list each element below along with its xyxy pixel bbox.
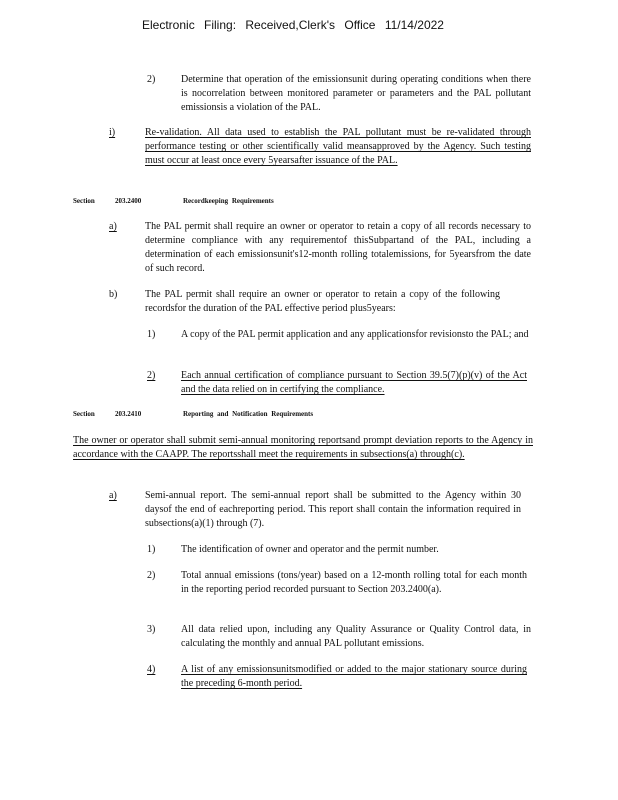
filing-header: Electronic Filing: Received,Clerk's Office 11/14/2022 <box>142 18 444 32</box>
item-label: 2) <box>147 370 156 381</box>
paragraph-text: A list of any emissionsunitsmodified or added to the major stationary source during the preceding 6-month period. <box>181 664 527 689</box>
paragraph-units-modified <box>181 663 527 691</box>
item-label: 1) <box>147 329 156 340</box>
paragraph-text: The PAL permit shall require an owner or operator to retain a copy of all records necessary to determine compliance with any requirementof thisSubpartand of the PAL, including a determination of each emissionsunit's12-month rolling totalemissions, for 5yearsfrom the date of such record. <box>145 221 531 274</box>
section-heading-2400 <box>73 197 274 205</box>
paragraph-text: Re-validation. All data used to establish the PAL pollutant must be re-validated through performance testing or other scientifically valid meansapproved by the Agency. Such testing must occur at least once every 5yearsafter issuance of the PAL. <box>145 127 531 166</box>
item-label: b) <box>109 289 118 300</box>
paragraph-text: All data relied upon, including any Quality Assurance or Quality Control data, in calculating the monthly and annual PAL pollutant emissions. <box>181 624 531 649</box>
paragraph-reporting-intro <box>73 434 533 462</box>
paragraph-annual-certification <box>181 369 527 397</box>
section-word: Section <box>73 197 95 205</box>
paragraph-text: Semi-annual report. The semi-annual report shall be submitted to the Agency within 30 daysof the end of eachreporting period. This report shall contain the information required in subsections(a)(1) through (7). <box>145 490 521 529</box>
paragraph-determine-violation <box>181 73 531 115</box>
section-number: 203.2410 <box>115 410 142 418</box>
paragraph-application-copy <box>181 328 531 342</box>
paragraph-retain-records <box>145 220 531 276</box>
section-heading-2410 <box>73 410 313 418</box>
section-number: 203.2400 <box>115 197 142 205</box>
section-title: Recordkeeping Requirements <box>183 197 274 205</box>
item-label: 2) <box>147 570 156 581</box>
paragraph-retain-pal-records <box>145 288 500 316</box>
paragraph-text: The PAL permit shall require an owner or operator to retain a copy of the following recordsfor the duration of the PAL effective period plus5years: <box>145 289 500 314</box>
item-label: 1) <box>147 544 156 555</box>
item-label: 2) <box>147 74 156 85</box>
section-word: Section <box>73 410 95 418</box>
paragraph-revalidation <box>145 126 531 168</box>
paragraph-text: The identification of owner and operator and the permit number. <box>181 544 439 555</box>
paragraph-semi-annual-report <box>145 489 521 531</box>
paragraph-text: The owner or operator shall submit semi-annual monitoring reportsand prompt deviation reports to the Agency in accordance with the CAAPP. The reportsshall meet the requirements in subsections(a) through(c). <box>73 435 533 460</box>
item-label: 4) <box>147 664 156 675</box>
paragraph-text: Determine that operation of the emissionsunit during operating conditions when there is nocorrelation between monitored parameter or parameters and the PAL pollutant emissionsis a violation of the PAL. <box>181 74 531 113</box>
section-title: Reporting and Notification Requirements <box>183 410 314 418</box>
paragraph-text: A copy of the PAL permit application and any applicationsfor revisionsto the PAL; and <box>181 329 529 340</box>
paragraph-identification <box>181 543 531 557</box>
paragraph-data-relied-upon <box>181 623 531 651</box>
item-label: a) <box>109 221 117 232</box>
paragraph-text: Each annual certification of compliance pursuant to Section 39.5(7)(p)(v) of the Act and the data relied on in certifying the compliance. <box>181 370 527 395</box>
paragraph-total-emissions <box>181 569 527 597</box>
item-label: a) <box>109 490 117 501</box>
item-label: 3) <box>147 624 156 635</box>
paragraph-text: Total annual emissions (tons/year) based on a 12-month rolling total for each month in the reporting period recorded pursuant to Section 203.2400(a). <box>181 570 527 595</box>
item-label: i) <box>109 127 116 138</box>
